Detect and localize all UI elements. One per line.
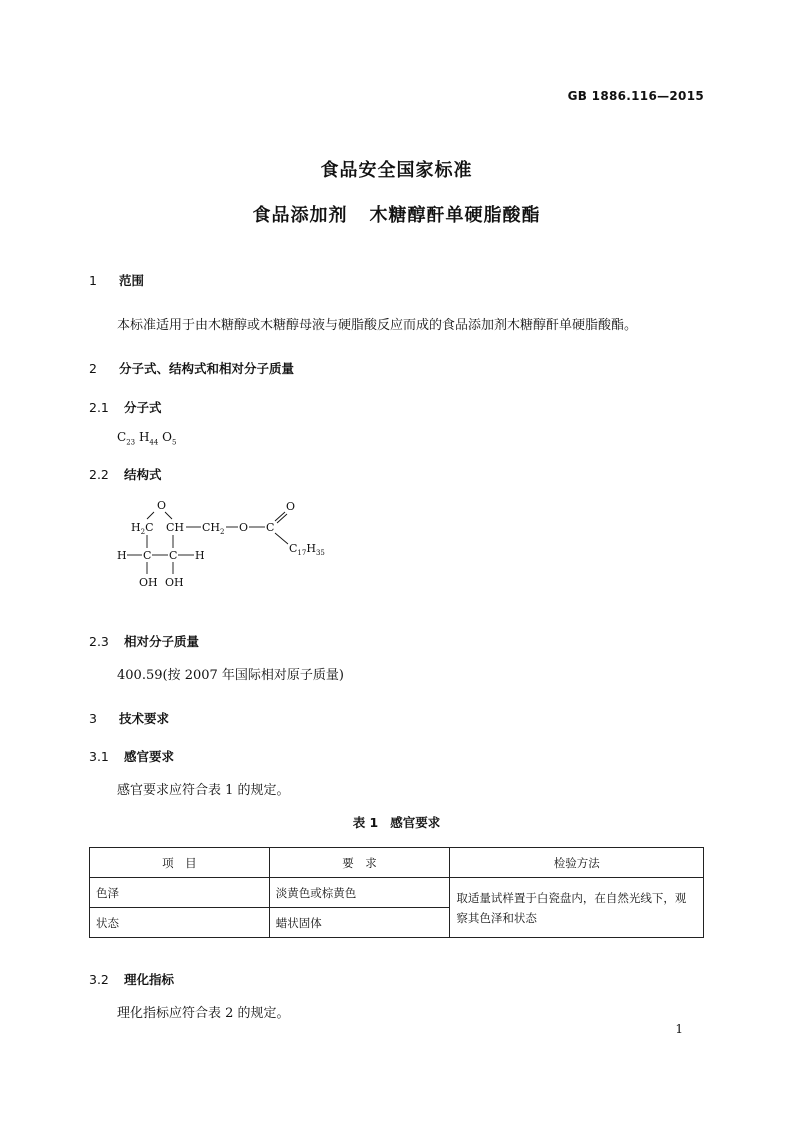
subtitle-product: 木糖醇酐单硬脂酸酯: [369, 205, 541, 226]
h2c-group: $H_2C$: [131, 521, 154, 536]
section-3-1-heading: 3.1 感官要求: [89, 749, 175, 764]
header-item: 项 目: [90, 848, 270, 878]
row-requirement: 淡黄色或棕黄色: [269, 878, 450, 908]
section-3-heading: 3 技术要求: [89, 711, 170, 726]
ester-oxygen: O: [239, 521, 249, 534]
row-item: 状态: [90, 908, 270, 938]
ch-group: CH: [166, 521, 185, 534]
carbon-left: C: [143, 549, 152, 562]
row-requirement: 蜡状固体: [269, 908, 450, 938]
section-1-heading: 1 范围: [89, 273, 145, 288]
standard-code: GB 1886.116—2015: [567, 89, 704, 103]
ring-oxygen: O: [157, 499, 167, 512]
section-2-heading: 2 分子式、结构式和相对分子质量: [89, 361, 295, 376]
section-1-body: 本标准适用于由木糖醇或木糖醇母液与硬脂酸反应而成的食品添加剂木糖醇酐单硬脂酸酯。: [117, 318, 638, 333]
molecular-mass: 400.59(按 2007 年国际相对原子质量): [117, 668, 344, 683]
hydrogen-left: H: [117, 549, 127, 562]
section-3-2-body: 理化指标应符合表 2 的规定。: [117, 1006, 290, 1021]
section-3-1-body: 感官要求应符合表 1 的规定。: [117, 783, 290, 798]
subtitle-category: 食品添加剂: [252, 205, 348, 226]
alkyl-chain: $C_{17}H_{35}$: [289, 542, 325, 557]
row-item: 色泽: [90, 878, 270, 908]
table-1-caption: 表 1 感官要求: [352, 815, 441, 830]
carbonyl-oxygen: O: [286, 500, 296, 513]
hydroxyl-left: OH: [139, 576, 158, 589]
structural-formula: [112, 494, 342, 594]
header-requirement: 要 求: [269, 848, 450, 878]
table-header-row: [90, 848, 704, 878]
document-subtitle: [0, 201, 793, 227]
document-title: 食品安全国家标准: [320, 160, 473, 181]
header-method: 检验方法: [450, 848, 704, 878]
hydroxyl-right: OH: [165, 576, 184, 589]
inspection-method: 取适量试样置于白瓷盘内，在自然光线下，观察其色泽和状态: [450, 878, 704, 938]
hydrogen-right: H: [195, 549, 205, 562]
carbon-right: C: [169, 549, 178, 562]
section-2-3-heading: 2.3 相对分子质量: [89, 634, 200, 649]
section-2-1-heading: 2.1 分子式: [89, 400, 162, 415]
carbonyl-carbon: C: [266, 521, 275, 534]
section-3-2-heading: 3.2 理化指标: [89, 972, 175, 987]
section-2-2-heading: 2.2 结构式: [89, 467, 162, 482]
table-row: [90, 878, 704, 908]
sensory-requirements-table: [89, 847, 704, 938]
ch2-group: $CH_2$: [202, 521, 225, 536]
molecular-formula: $C_{23}$ $H_{44}$ $O_5$: [117, 430, 177, 447]
page-number: 1: [675, 1022, 683, 1036]
